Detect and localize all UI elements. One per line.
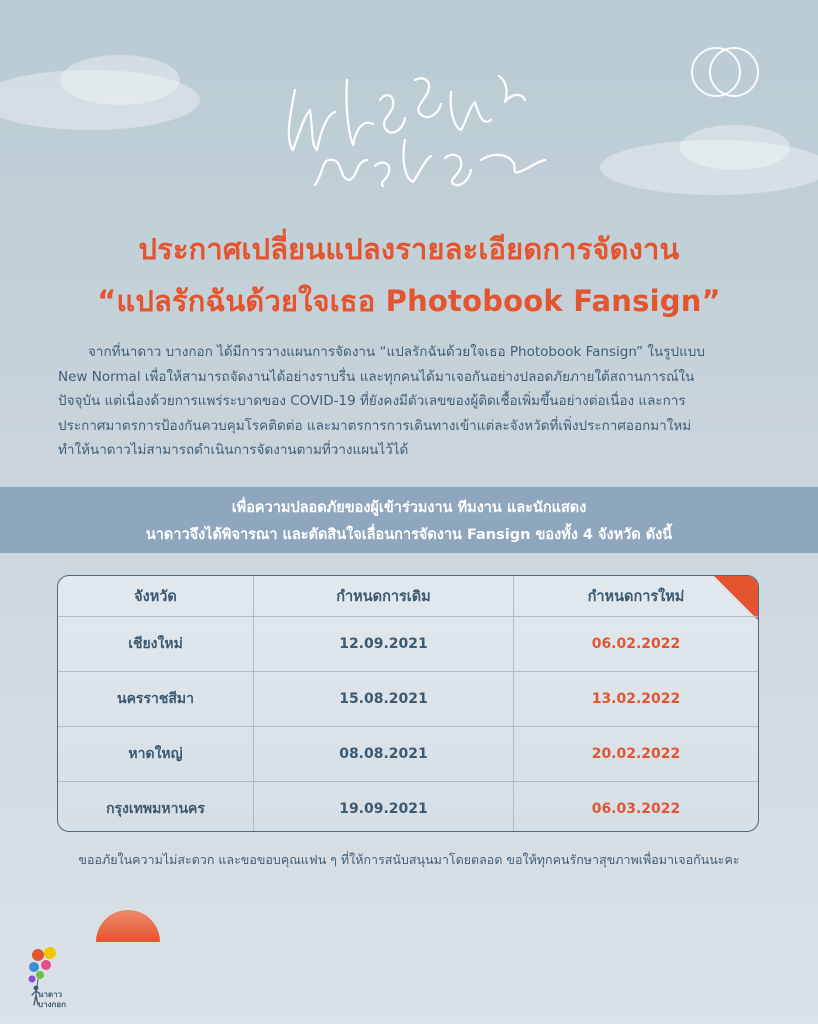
- schedule-table: [57, 575, 759, 832]
- province-cell: นครราชสีมา: [117, 691, 194, 707]
- header-province: จังหวัด: [134, 588, 177, 605]
- new-date-cell: 06.03.2022: [513, 782, 758, 832]
- cloud-right-2: [680, 125, 790, 170]
- brand-line-2: บางกอก: [38, 1000, 66, 1009]
- old-date-cell: 19.09.2021: [253, 782, 513, 832]
- province-cell: เชียงใหม่: [128, 636, 183, 652]
- header-old-date: กำหนดการเดิม: [253, 576, 513, 616]
- setting-sun-icon: [96, 908, 160, 942]
- new-date-cell: 06.02.2022: [513, 617, 758, 671]
- old-date-cell: 12.09.2021: [253, 617, 513, 671]
- crescent-moon-icon: [690, 42, 764, 102]
- page-title-line-1: ประกาศเปลี่ยนแปลงรายละเอียดการจัดงาน: [138, 232, 680, 266]
- banner-line-1: เพื่อความปลอดภัยของผู้เข้าร่วมงาน ทีมงาน และนักแสดง: [231, 500, 587, 516]
- intro-line: New Normal เพื่อให้สามารถจัดงานได้อย่างราบรื่น และทุกคนได้มาเจอกันอย่างปลอดภัยภายใต้สถานการณ์ใน: [58, 368, 695, 385]
- table-header-row: [58, 576, 758, 616]
- table-row: [58, 672, 758, 726]
- handwritten-title-logo: [255, 20, 555, 190]
- old-date-cell: 15.08.2021: [253, 672, 513, 726]
- banner-line-2: นาดาวจึงได้พิจารณา และตัดสินใจเลื่อนการจัดงาน Fansign ของทั้ง 4 จังหวัด ดังนี้: [145, 527, 673, 543]
- province-cell: หาดใหญ่: [128, 746, 183, 762]
- province-cell: กรุงเทพมหานคร: [106, 801, 205, 817]
- footer-note: ขออภัยในความไม่สะดวก และขอขอบคุณแฟน ๆ ที่ให้การสนับสนุนมาโดยตลอด ขอให้ทุกคนรักษาสุขภาพเพื่อมาเจอกันนะคะ: [78, 852, 740, 867]
- old-date-cell: 08.08.2021: [253, 727, 513, 781]
- intro-line: จากที่นาดาว บางกอก ได้มีการวางแผนการจัดงาน “แปลรักฉันด้วยใจเธอ Photobook Fansign” ในรูปแบบ: [88, 344, 705, 360]
- intro-line: ประกาศมาตรการป้องกันควบคุมโรคติดต่อ และมาตรการการเดินทางเข้าแต่ละจังหวัดที่เพิ่งประกาศออกมาใหม่: [58, 417, 692, 434]
- notice-banner: [0, 487, 818, 553]
- table-row: [58, 782, 758, 832]
- header-new-date: กำหนดการใหม่: [513, 576, 758, 616]
- table-row: [58, 727, 758, 781]
- page-title-line-2: “แปลรักฉันด้วยใจเธอ Photobook Fansign”: [97, 284, 721, 318]
- brand-line-1: นาดาว: [38, 990, 63, 999]
- brand-name: [38, 990, 66, 1010]
- new-date-cell: 13.02.2022: [513, 672, 758, 726]
- intro-line: ทำให้นาดาวไม่สามารถดำเนินการจัดงานตามที่วางแผนไว้ได้: [58, 442, 409, 458]
- intro-line: ปัจจุบัน แต่เนื่องด้วยการแพร่ระบาดของ COVID-19 ที่ยังคงมีตัวเลขของผู้ติดเชื้อเพิ่มขึ้นอย่างต่อเนื่อง และการ: [58, 393, 686, 409]
- table-row: [58, 617, 758, 671]
- intro-paragraph: [58, 340, 770, 463]
- new-date-cell: 20.02.2022: [513, 727, 758, 781]
- cloud-left-2: [60, 55, 180, 105]
